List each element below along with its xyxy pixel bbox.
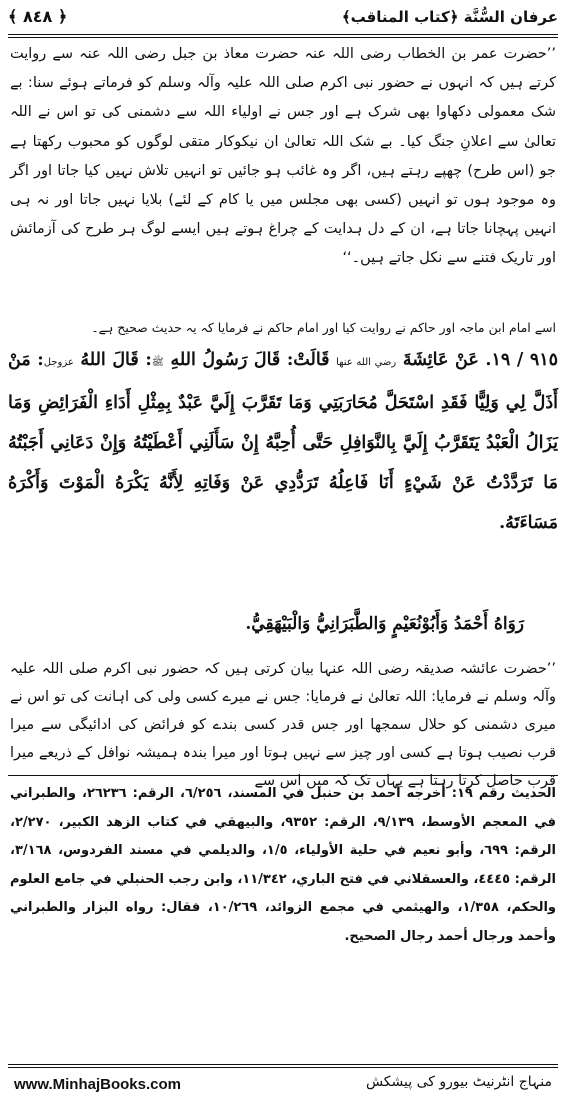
page-header <box>8 4 558 34</box>
page-number: ﴿ ٨٤٨ ﴾ <box>8 7 68 26</box>
header-rule <box>8 34 558 35</box>
publisher-credit: منہاج انٹرنیٹ بیورو کی پیشکش <box>365 1074 552 1090</box>
book-title: عرفان السُّنَّة ﴿كتاب المناقب﴾ <box>341 8 558 26</box>
hadith-honorific-a: رضي الله عنها <box>336 357 397 368</box>
footnote-references: الحديث رقم ١٩: أخرجه أحمد بن حنبل في المسند، ٦/٢٥٦، الرقم: ٢٦٢٣٦، والطبراني في المعجم الأوسط، ٩/١٣٩، الرقم: ٩٣٥٢، والبيهقي في كتاب الزهد الكبير، ٢/٢٧٠، الرقم: ٦٩٩، وأبو نعيم في حلية الأولياء، ١/٥، والديلمي في مسند الفردوس، ٣/١٦٨، الرقم: ٤٤٤٥، والعسقلاني في فتح الباري، ١١/٣٤٢، وابن رجب الحنبلي في جامع العلوم والحكم، ١/٣٥٨، والهيثمي في مجمع الزوائد، ١٠/٢٦٩، فقال: رواه البزار والطبراني وأحمد ورجال أحمد رجال الصحيح. <box>10 786 557 944</box>
hadith-honorific-f: عزوجل <box>43 357 74 368</box>
urdu-source-note: اسے امام ابن ماجہ اور حاکم نے روایت کیا اور امام حاکم نے فرمایا کہ یہ حدیث صحیح ہے۔ <box>91 320 556 335</box>
footer-rule-b <box>8 1067 558 1068</box>
header-rule-inner <box>8 37 558 38</box>
page-footer <box>14 1074 552 1098</box>
hadith-honorific-d: ﷺ <box>151 357 164 368</box>
urdu-translation-bottom: ’’حضرت عائشہ صدیقہ رضی اللہ عنہا بیان کرتی ہیں کہ حضور نبی اکرم صلی اللہ علیہ وآلہ وسلم نے فرمایا: اللہ تعالیٰ نے فرمایا: جس نے میرے کسی ولی کی اہانت کی تو اس نے میری دشمنی کو حلال سمجھا اور جس قدر کسی بندے کو فرائض کی ادائیگی سے میرا قرب نصیب ہوتا ہے کسی اور چیز سے نہیں ہوتا اور میرا بندہ ہمیشہ نوافل کے ذریعے میرا قرب حاصل کرتا رہتا ہے یہاں تک کہ میں اس سے <box>10 661 556 789</box>
website-link[interactable]: www.MinhajBooks.com <box>14 1076 181 1093</box>
footnote-rule <box>8 775 558 776</box>
hadith-number: ٩١٥ / ١٩. <box>485 350 559 370</box>
urdu-translation-top: ’’حضرت عمر بن الخطاب رضی اللہ عنہ حضرت معاذ بن جبل رضی اللہ عنہ سے روایت کرتے ہیں کہ انہوں نے حضور نبی اکرم صلی اللہ علیہ وآلہ وسلم کو فرماتے ہوئے سنا: بے شک معمولی دکھاوا بھی شرک ہے اور جس نے اولیاء اللہ سے دشمنی کی تو اس نے اللہ تعالیٰ سے اعلانِ جنگ کیا۔ بے شک اللہ تعالیٰ ان نیکوکار متقی لوگوں کو محبوب رکھتا ہے جو (اس طرح) چھپے رہتے ہیں، اگر وہ غائب ہو جائیں تو انہیں تلاش نہیں کیا جاتا اور اگر وہ موجود ہوں تو انہیں (کسی بھی مجلس میں یا کام کے لئے) بلایا نہیں جاتا اور نہ ہی انہیں پہچانا جاتا ہے، ان کے دل ہدایت کے چراغ ہوتے ہیں ایسے لوگ ہر طرح کی آزمائش اور تاریک فتنے سے نکل جاتے ہیں۔‘‘ <box>10 46 556 267</box>
hadith-text-a: عَنْ عَائِشَةَ <box>402 350 479 370</box>
hadith-narrators: رَوَاهُ أَحْمَدُ وَأَبُوْنُعَيْمٍ وَالطَّبَرَانِيُّ وَالْبَيْهَقِيُّ. <box>245 614 524 634</box>
hadith-text-g: : مَنْ أَذَلَّ لِي وَلِيًّا فَقَدِ اسْتَحَلَّ مُحَارَبَتِي وَمَا تَقَرَّبَ إِلَيَّ عَبْدٌ بِمِثْلِ أَدَاءِ الْفَرَائِضِ وَمَا يَزَالُ الْعَبْدُ يَتَقَرَّبُ إِلَيَّ بِالنَّوَافِلِ حَتَّى أُحِبَّهُ إِنْ سَأَلَنِي أَعْطَيْتُهُ وَإِنْ دَعَانِي أَجَبْتُهُ مَا تَرَدَّدْتُ عَنْ شَيْءٍ أَنَا فَاعِلُهُ تَرَدُّدِي عَنْ وَفَاتِهِ لِأَنَّهُ يَكْرَهُ الْمَوْتَ وَأَكْرَهُ مَسَاءَتَهُ. <box>8 350 558 533</box>
hadith-text-c: قَالَتْ: قَالَ رَسُولُ اللهِ <box>170 350 330 370</box>
hadith-text-e: : قَالَ اللهُ <box>80 350 152 370</box>
arabic-hadith <box>8 340 558 543</box>
footer-rule-a <box>8 1064 558 1065</box>
